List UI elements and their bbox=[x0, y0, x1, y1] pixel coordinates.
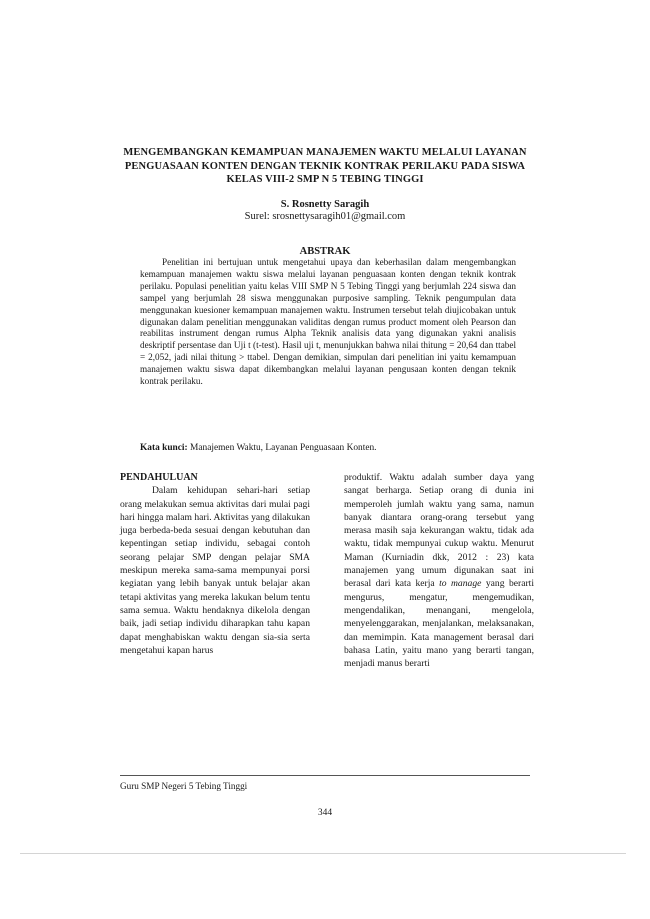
keywords-text: Manajemen Waktu, Layanan Penguasaan Konten. bbox=[190, 443, 377, 453]
footnote: Guru SMP Negeri 5 Tebing Tinggi bbox=[120, 781, 248, 791]
abstract-body: Penelitian ini bertujuan untuk mengetahui upaya dan keberhasilan dalam mengembangkan kemampuan manajemen waktu siswa melalui layanan penguasaan konten dengan teknik kontrak perilaku. Populasi penelitian yaitu kelas VIII SMP N 5 Tebing Tinggi yang berjumlah 224 siswa dan sampel yang berjumlah 28 siswa menggunakan purposive sampling. Teknik pengumpulan data menggunakan kuesioner kemampuan manajemen waktu. Instrumen tersebut telah diujicobakan untuk digunakan dalam penelitian menggunakan validitas dengan rumus product moment oleh Pearson dan reabilitas instrument dengan rumus Alpha Teknik analisis data yang digunakan yakni analisis deskriptif persentase dan Uji t (t-test). Hasil uji t, menunjukkan bahwa nilai thitung = 20,64 dan ttabel = 2,052, jadi nilai thitung > ttabel. Dengan demikian, simpulan dari penelitian ini yaitu kemampuan manajemen waktu siswa dapat dikembangkan melalui layanan pengusaan konten dengan teknik kontrak perilaku. bbox=[140, 257, 516, 387]
paper-title: MENGEMBANGKAN KEMAMPUAN MANAJEMEN WAKTU MELALUI LAYANAN PENGUASAAN KONTEN DENGAN TEKNIK KONTRAK PERILAKU PADA SISWA KELAS VIII-2 SMP N 5 TEBING TINGGI bbox=[123, 147, 527, 185]
abstract-heading: ABSTRAK bbox=[299, 246, 351, 257]
page-bottom-divider bbox=[20, 853, 626, 854]
right-column-italic-term: to manage bbox=[439, 578, 482, 590]
right-column bbox=[344, 471, 534, 670]
right-column-text-start: produktif. Waktu adalah sumber daya yang sangat berharga. Setiap orang di dunia ini memperoleh jumlah waktu yang sama, namun banyak diantara orang-orang tersebut yang merasa masih saja kekurangan waktu, tidak ada waktu, tidak mempunyai cukup waktu. Menurut Maman (Kurniadin dkk, 2012 : 23) kata manajemen yang umum digunakan saat ini berasal dari kata kerja bbox=[344, 472, 534, 590]
author-email: Surel: srosnettysaragih01@gmail.com bbox=[244, 211, 406, 222]
keywords bbox=[140, 442, 520, 454]
keywords-label: Kata kunci: bbox=[140, 443, 188, 453]
right-column-text-end: yang berarti mengurus, mengatur, mengemudikan, mengendalikan, menangani, mengelola, menyelenggarakan, menjalankan, melaksanakan, dan memimpin. Kata management berasal dari bahasa Latin, yaitu mano yang berarti tangan, menjadi manus berarti bbox=[344, 578, 534, 670]
left-column bbox=[120, 471, 310, 657]
section-heading: PENDAHULUAN bbox=[120, 472, 198, 483]
page-number: 344 bbox=[317, 808, 333, 818]
footnote-divider bbox=[120, 775, 530, 776]
left-column-paragraph: Dalam kehidupan sehari-hari setiap orang melakukan semua aktivitas dari mulai pagi hari hingga malam hari. Aktivitas yang dilakukan juga berbeda-beda sesuai dengan kebutuhan dan kepentingan setiap individu, sebagai contoh seorang pelajar SMP dengan pelajar SMA meskipun mereka sama-sama mempunyai porsi kegiatan yang lebih banyak untuk belajar akan tetapi aktivitas yang mereka lakukan belum tentu sama semua. Waktu hendaknya dikelola dengan baik, jadi setiap individu diharapkan tahu kapan dapat menghabiskan waktu dengan sia-sia serta mengetahui kapan harus bbox=[120, 485, 310, 656]
author-name: S. Rosnetty Saragih bbox=[280, 199, 370, 210]
